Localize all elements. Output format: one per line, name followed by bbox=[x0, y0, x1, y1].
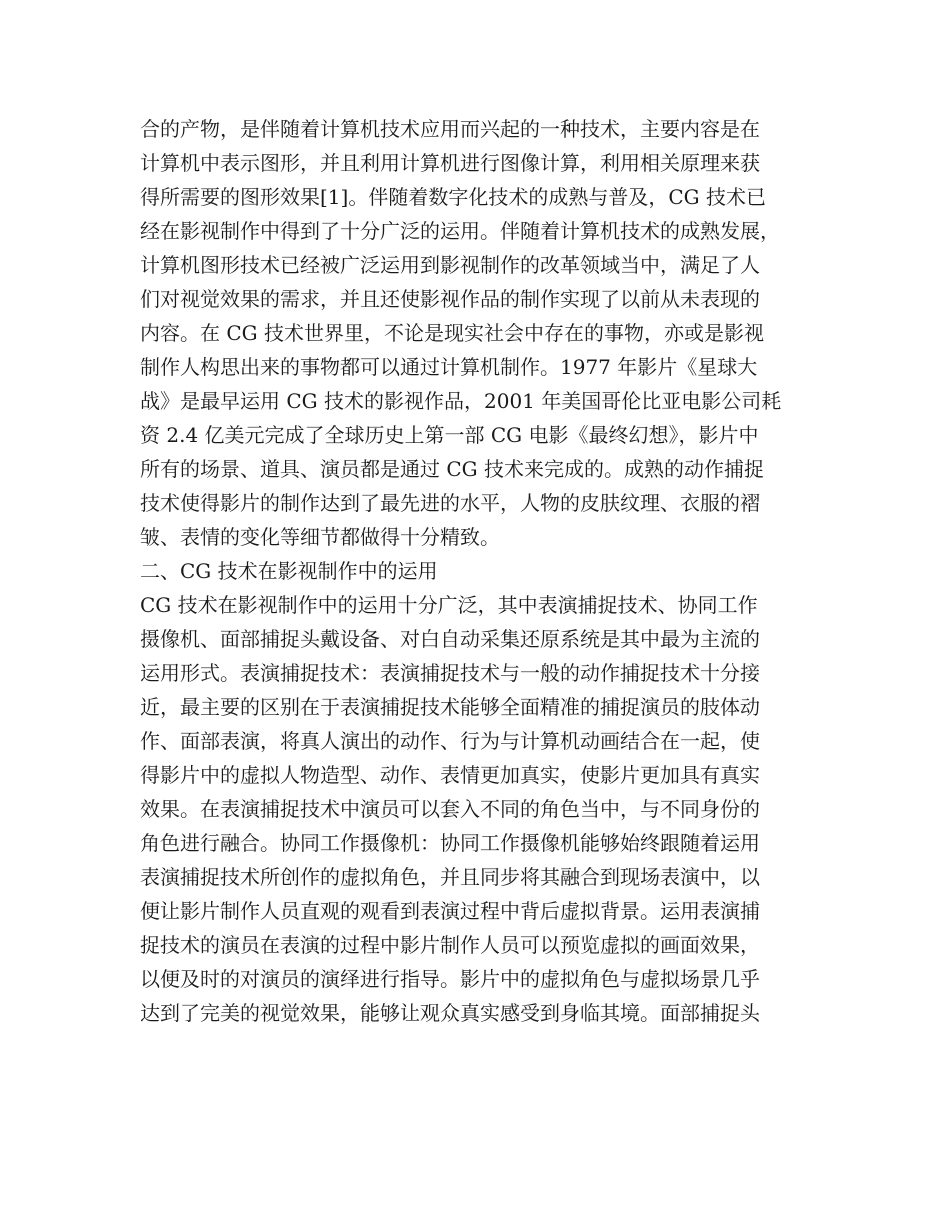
text-line: 表演捕捉技术所创作的虚拟角色，并且同步将其融合到现场表演中，以 bbox=[140, 865, 760, 889]
text-line: 以便及时的对演员的演绎进行指导。影片中的虚拟角色与虚拟场景几乎 bbox=[140, 967, 760, 991]
text-line: 角色进行融合。协同工作摄像机：协同工作摄像机能够始终跟随着运用 bbox=[140, 831, 760, 855]
text-line: 内容。在 CG 技术世界里，不论是现实社会中存在的事物，亦或是影视 bbox=[140, 321, 764, 345]
text-line: 资 2.4 亿美元完成了全球历史上第一部 CG 电影《最终幻想》，影片中 bbox=[140, 423, 759, 447]
text-line: 战》是最早运用 CG 技术的影视作品，2001 年美国哥伦比亚电影公司耗 bbox=[140, 389, 782, 413]
text-line: 捉技术的演员在表演的过程中影片制作人员可以预览虚拟的画面效果， bbox=[140, 933, 760, 957]
text-line: 近，最主要的区别在于表演捕捉技术能够全面精准的捕捉演员的肢体动 bbox=[140, 695, 760, 719]
text-line: 摄像机、面部捕捉头戴设备、对白自动采集还原系统是其中最为主流的 bbox=[140, 627, 760, 651]
text-line: 便让影片制作人员直观的观看到表演过程中背后虚拟背景。运用表演捕 bbox=[140, 899, 760, 923]
section-heading: 二、CG 技术在影视制作中的运用 bbox=[140, 559, 438, 583]
text-line: CG 技术在影视制作中的运用十分广泛，其中表演捕捉技术、协同工作 bbox=[140, 593, 758, 617]
text-line: 效果。在表演捕捉技术中演员可以套入不同的角色当中，与不同身份的 bbox=[140, 797, 760, 821]
text-line: 得所需要的图形效果[1]。伴随着数字化技术的成熟与普及，CG 技术已 bbox=[140, 185, 766, 209]
text-line: 达到了完美的视觉效果，能够让观众真实感受到身临其境。面部捕捉头 bbox=[140, 1001, 760, 1025]
text-line: 所有的场景、道具、演员都是通过 CG 技术来完成的。成熟的动作捕捉 bbox=[140, 457, 764, 481]
text-line: 合的产物，是伴随着计算机技术应用而兴起的一种技术，主要内容是在 bbox=[140, 117, 760, 141]
text-line: 们对视觉效果的需求，并且还使影视作品的制作实现了以前从未表现的 bbox=[140, 287, 760, 311]
document-body bbox=[140, 112, 830, 1030]
text-line: 得影片中的虚拟人物造型、动作、表情更加真实，使影片更加具有真实 bbox=[140, 763, 760, 787]
text-line: 计算机中表示图形，并且利用计算机进行图像计算，利用相关原理来获 bbox=[140, 151, 760, 175]
text-line: 制作人构思出来的事物都可以通过计算机制作。1977 年影片《星球大 bbox=[140, 355, 758, 379]
text-line: 技术使得影片的制作达到了最先进的水平，人物的皮肤纹理、衣服的褶 bbox=[140, 491, 760, 515]
text-line: 经在影视制作中得到了十分广泛的运用。伴随着计算机技术的成熟发展， bbox=[140, 219, 780, 243]
text-line: 运用形式。表演捕捉技术：表演捕捉技术与一般的动作捕捉技术十分接 bbox=[140, 661, 760, 685]
text-line: 皱、表情的变化等细节都做得十分精致。 bbox=[140, 525, 500, 549]
text-line: 作、面部表演，将真人演出的动作、行为与计算机动画结合在一起，使 bbox=[140, 729, 760, 753]
text-line: 计算机图形技术已经被广泛运用到影视制作的改革领域当中，满足了人 bbox=[140, 253, 760, 277]
